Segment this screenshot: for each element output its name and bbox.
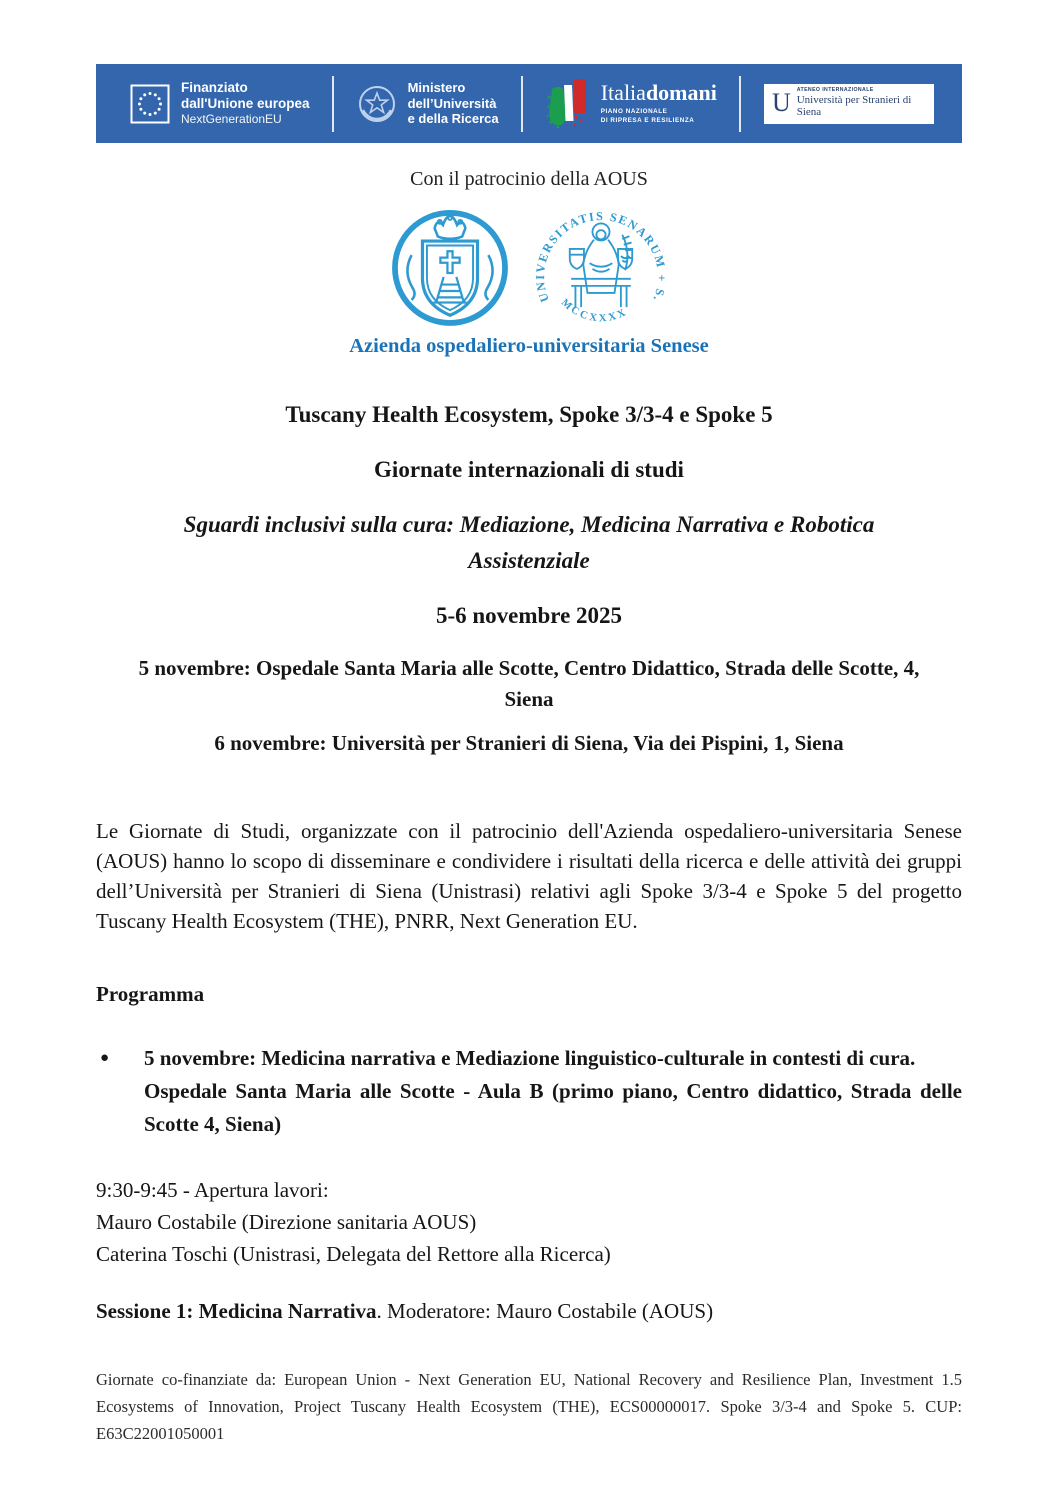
italiadomani-text bbox=[601, 82, 717, 125]
event-title: Tuscany Health Ecosystem, Spoke 3/3-4 e Spoke 5 bbox=[285, 402, 773, 427]
program-item-1 bbox=[96, 1042, 962, 1141]
funding-banner bbox=[96, 64, 962, 143]
ministry-line1: Ministero bbox=[407, 80, 466, 96]
event-subtitle: Giornate internazionali di studi bbox=[374, 457, 684, 482]
opening-time: 9:30-9:45 - Apertura lavori: bbox=[96, 1178, 329, 1203]
unistrasi-u-icon: U bbox=[771, 87, 791, 117]
banner-divider bbox=[332, 76, 334, 132]
siena-university-seal-icon bbox=[530, 195, 672, 337]
venue-day2: 6 novembre: Università per Stranieri di Siena, Via dei Pispini, 1, Siena bbox=[214, 731, 844, 756]
program-item-1-venue: Ospedale Santa Maria alle Scotte - Aula B (primo piano, Centro didattico, Strada delle Scotte 4, Siena) bbox=[144, 1079, 962, 1137]
ministry-logo bbox=[357, 80, 499, 127]
ministry-text bbox=[408, 80, 499, 127]
svg-text:MCCXXXX bbox=[559, 297, 630, 324]
eu-flag-icon bbox=[130, 84, 170, 124]
banner-divider bbox=[521, 76, 523, 132]
patronage-line: Con il patrocinio della AOUS bbox=[410, 168, 648, 190]
unistrasi-text bbox=[797, 88, 926, 119]
opening-block bbox=[96, 1174, 962, 1270]
seal-bottom-text: MCCXXXX bbox=[558, 297, 630, 325]
session1-line bbox=[96, 1299, 962, 1324]
eu-funding-line1: Finanziato bbox=[181, 80, 248, 96]
unistrasi-eyebrow: ATENEO INTERNAZIONALE bbox=[796, 86, 874, 93]
eu-funding-text bbox=[181, 80, 309, 126]
aous-caption: Azienda ospedaliero-universitaria Senese bbox=[349, 335, 709, 357]
opening-speaker1: Mauro Costabile (Direzione sanitaria AOUS) bbox=[96, 1210, 477, 1235]
venue-day1: 5 novembre: Ospedale Santa Maria alle Scotte, Centro Didattico, Strada delle Scotte, 4, Siena bbox=[138, 656, 920, 711]
session1-rest: . Moderatore: Mauro Costabile (AOUS) bbox=[376, 1299, 714, 1324]
italiadomani-flag-icon bbox=[546, 75, 590, 133]
document-body bbox=[96, 402, 962, 1447]
italiadomani-logo bbox=[546, 75, 717, 133]
event-dates: 5-6 novembre 2025 bbox=[435, 603, 623, 629]
program-item-1-title: 5 novembre: Medicina narrativa e Mediazione linguistico-culturale in contesti di cura. bbox=[144, 1046, 916, 1071]
funding-footer-note: Giornate co-finanziate da: European Union - Next Generation EU, National Recovery and Resilience Plan, Investment 1.5 Ecosystems of Innovation, Project Tuscany Health Ecosystem (THE), ECS00000017. Spoke 3/3-4 and Spoke 5. CUP: E63C22001050001 bbox=[96, 1370, 962, 1444]
italiadomani-wordmark: Italiadomani bbox=[600, 80, 717, 105]
intro-paragraph: Le Giornate di Studi, organizzate con il patrocinio dell'Azienda ospedaliero-universitaria Senese (AOUS) hanno lo scopo di disseminare e condividere i risultati della ricerca e delle attività dei gruppi dell’Università per Stranieri di Siena (Unistrasi) relativi agli Spoke 3/3-4 e Spoke 5 del progetto Tuscany Health Ecosystem (THE), PNRR, Next Generation EU. bbox=[96, 819, 962, 934]
eu-funding-line3: NextGenerationEU bbox=[181, 111, 282, 126]
bullet-icon: ● bbox=[100, 1050, 110, 1067]
opening-speaker2: Caterina Toschi (Unistrasi, Delegata del Rettore alla Ricerca) bbox=[96, 1242, 611, 1267]
italiadomani-tagline: PIANO NAZIONALE DI RIPRESA E RESILIENZA bbox=[600, 108, 695, 124]
unistrasi-name: Università per Stranieri di Siena bbox=[796, 93, 912, 119]
unistrasi-logo bbox=[764, 84, 934, 124]
seals-row bbox=[0, 200, 1058, 332]
italy-emblem-icon bbox=[357, 84, 397, 124]
banner-divider bbox=[739, 76, 741, 132]
ministry-line3: e della Ricerca bbox=[407, 111, 499, 127]
program-heading: Programma bbox=[96, 982, 205, 1007]
aous-emblem-icon bbox=[386, 200, 514, 332]
session1-title: Sessione 1: Medicina Narrativa bbox=[96, 1299, 377, 1324]
eu-funding-line2: dall'Unione europea bbox=[181, 96, 310, 112]
ministry-line2: dell’Università bbox=[407, 95, 497, 111]
event-theme: Sguardi inclusivi sulla cura: Mediazione, Medicina Narrativa e Robotica Assistenziale bbox=[183, 512, 875, 573]
seal-ring-text: UNIVERSITATIS SENARUM + S. bbox=[533, 208, 669, 305]
eu-funding-logo bbox=[130, 80, 309, 126]
program-item-1-text bbox=[144, 1042, 962, 1141]
